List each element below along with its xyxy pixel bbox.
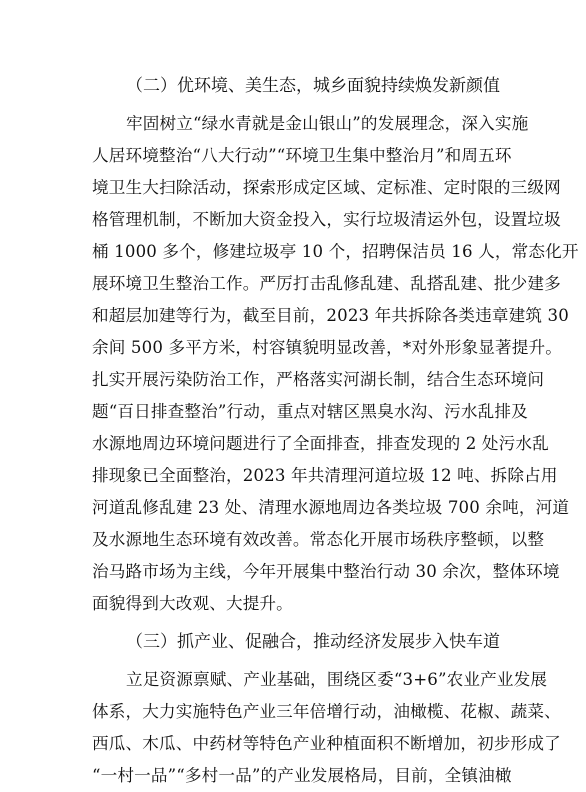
paragraph-line: 治马路市场为主线，今年开展集中整治行动 30 余次，整体环境: [92, 562, 560, 581]
paragraph-line: 牢固树立“绿水青就是金山银山”的发展理念，深入实施: [126, 114, 529, 133]
paragraph-line: 和超层加建等行为，截至目前，2023 年共拆除各类违章建筑 30: [92, 306, 569, 325]
paragraph-line: 体系，大力实施特色产业三年倍增行动，油橄榄、花椒、蔬菜、: [92, 702, 561, 721]
section-3-paragraph: [92, 664, 561, 792]
paragraph-line: 题“百日排查整治”行动，重点对辖区黑臭水沟、污水乱排及: [92, 402, 528, 421]
paragraph-line: 面貌得到大改观、大提升。: [92, 594, 293, 613]
document-body: [92, 70, 579, 792]
paragraph-line: 人居环境整治“八大行动”“环境卫生集中整治月”和周五环: [92, 146, 512, 165]
section-2-paragraph: [92, 108, 579, 620]
section-2-heading: （二）优环境、美生态，城乡面貌持续焕发新颜值: [126, 76, 500, 96]
paragraph-line: 余间 500 多平方米，村容镇貌明显改善，*对外形象显著提升。: [92, 338, 563, 357]
paragraph-line: 及水源地生态环境有效改善。常态化开展市场秩序整顿，以整: [92, 530, 545, 549]
paragraph-line: 西瓜、木瓜、中药材等特色产业种植面积不断增加，初步形成了: [92, 734, 561, 753]
section-3-heading: （三）抓产业、促融合，推动经济发展步入快车道: [126, 632, 500, 652]
paragraph-line: 桶 1000 多个，修建垃圾亭 10 个，招聘保洁员 16 人，常态化开: [92, 242, 579, 261]
paragraph-line: 河道乱修乱建 23 处、清理水源地周边各类垃圾 700 余吨，河道: [92, 498, 570, 517]
paragraph-line: 境卫生大扫除活动，探索形成定区域、定标准、定时限的三级网: [92, 178, 561, 197]
paragraph-line: 扎实开展污染防治工作，严格落实河湖长制，结合生态环境问: [92, 370, 545, 389]
paragraph-line: “一村一品”“多村一品”的产业发展格局，目前，全镇油橄: [92, 766, 512, 785]
paragraph-line: 排现象已全面整治，2023 年共清理河道垃圾 12 吨、拆除占用: [92, 466, 558, 485]
paragraph-line: 格管理机制，不断加大资金投入，实行垃圾清运外包，设置垃圾: [92, 210, 561, 229]
paragraph-line: 展环境卫生整治工作。严厉打击乱修乱建、乱搭乱建、批少建多: [92, 274, 561, 293]
paragraph-line: 立足资源禀赋、产业基础，围绕区委“3+6”农业产业发展: [126, 670, 548, 689]
paragraph-line: 水源地周边环境问题进行了全面排查，排查发现的 2 处污水乱: [92, 434, 549, 453]
